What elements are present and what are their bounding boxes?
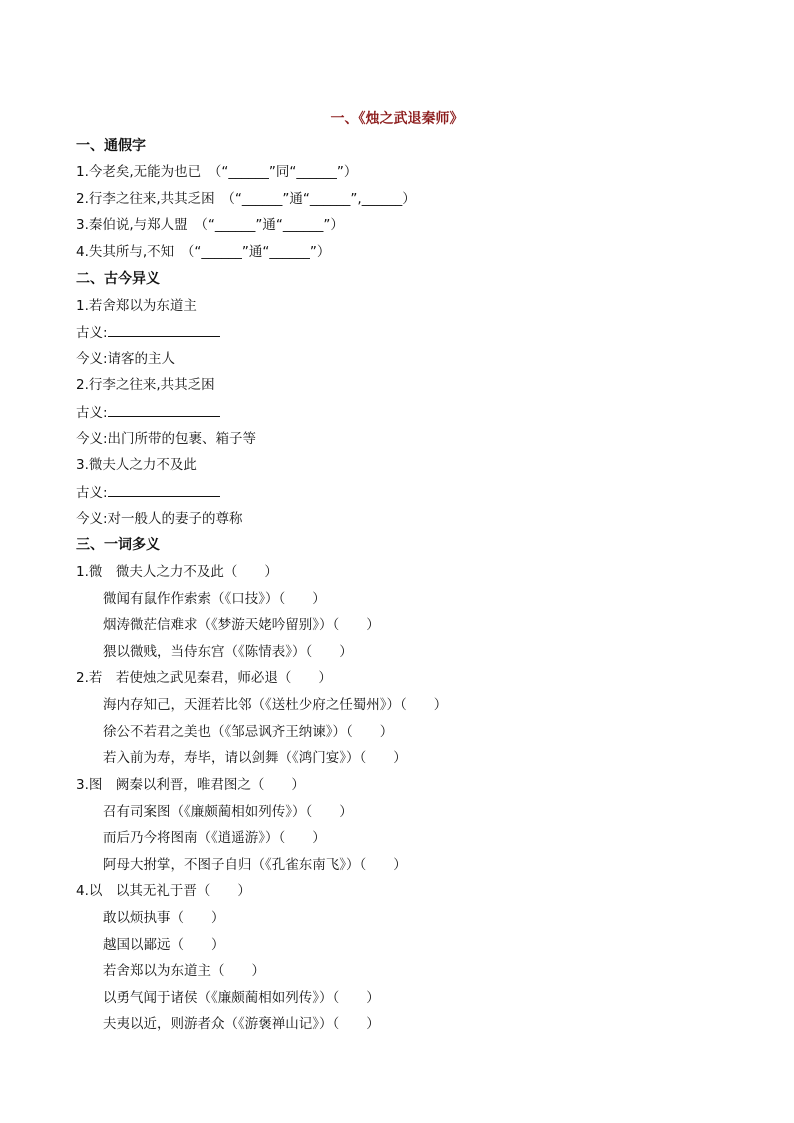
duoyi-yi-line: 夫夷以近，则游者众（《游褒禅山记》）（ ） [103, 1016, 380, 1032]
tongjiazi-item-2: 2.行李之往来,共其乏困 （“______”通“______”,______） [76, 191, 416, 207]
section-heading-gujinyiyi: 二、古今异义 [76, 271, 160, 287]
duoyi-tu-line: 而后乃今将图南（《逍遥游》）（ ） [103, 830, 326, 846]
duoyi-ruo-line: 若入前为寿，寿毕，请以剑舞（《鸿门宴》）（ ） [103, 750, 407, 766]
answer-blank [108, 402, 220, 417]
document-title: 一、《烛之武退秦师》 [330, 111, 464, 127]
gujin-ancient-2 [76, 402, 220, 423]
duoyi-tu-line: 召有司案图（《廉颇蔺相如列传》）（ ） [103, 804, 353, 820]
gujin-modern-2: 今义:出门所带的包裹、箱子等 [76, 431, 257, 447]
gujin-source-2: 2.行李之往来,共其乏困 [76, 377, 215, 393]
duoyi-wei-main: 1.微 微夫人之力不及此（ ） [76, 564, 278, 580]
duoyi-wei-line: 微闻有鼠作作索索（《口技》）（ ） [103, 591, 326, 607]
duoyi-ruo-line: 海内存知己，天涯若比邻（《送杜少府之任蜀州》）（ ） [103, 697, 448, 713]
duoyi-ruo-line: 徐公不若君之美也（《邹忌讽齐王纳谏》）（ ） [103, 724, 394, 740]
duoyi-tu-line: 阿母大拊掌，不图子自归（《孔雀东南飞》）（ ） [103, 857, 407, 873]
section-heading-yiciduoyi: 三、一词多义 [76, 537, 160, 553]
duoyi-tu-main: 3.图 阙秦以利晋，唯君图之（ ） [76, 777, 305, 793]
gujin-modern-1: 今义:请客的主人 [76, 351, 176, 367]
ancient-label: 古义: [76, 405, 108, 421]
duoyi-yi-line: 若舍郑以为东道主（ ） [103, 963, 265, 979]
ancient-label: 古义: [76, 485, 108, 501]
gujin-ancient-3 [76, 482, 220, 503]
tongjiazi-item-3: 3.秦伯说,与郑人盟 （“______”通“______”） [76, 217, 344, 233]
ancient-label: 古义: [76, 325, 108, 341]
tongjiazi-item-1: 1.今老矣,无能为也已 （“______”同“______”） [76, 164, 358, 180]
gujin-ancient-1 [76, 322, 220, 343]
section-heading-tongjiazi: 一、通假字 [76, 138, 146, 154]
duoyi-yi-line: 以勇气闻于诸侯（《廉颇蔺相如列传》）（ ） [103, 990, 380, 1006]
duoyi-wei-line: 猥以微贱，当侍东宫（《陈情表》）（ ） [103, 644, 353, 660]
duoyi-wei-line: 烟涛微茫信难求（《梦游天姥吟留别》）（ ） [103, 617, 380, 633]
answer-blank [108, 482, 220, 497]
answer-blank [108, 322, 220, 337]
duoyi-yi-line: 越国以鄙远（ ） [103, 937, 225, 953]
duoyi-yi-main: 4.以 以其无礼于晋（ ） [76, 883, 251, 899]
duoyi-ruo-main: 2.若 若使烛之武见秦君，师必退（ ） [76, 670, 332, 686]
duoyi-yi-line: 敢以烦执事（ ） [103, 910, 225, 926]
tongjiazi-item-4: 4.失其所与,不知 （“______”通“______”） [76, 244, 331, 260]
gujin-source-1: 1.若舍郑以为东道主 [76, 298, 197, 314]
gujin-source-3: 3.微夫人之力不及此 [76, 457, 197, 473]
gujin-modern-3: 今义:对一般人的妻子的尊称 [76, 511, 243, 527]
